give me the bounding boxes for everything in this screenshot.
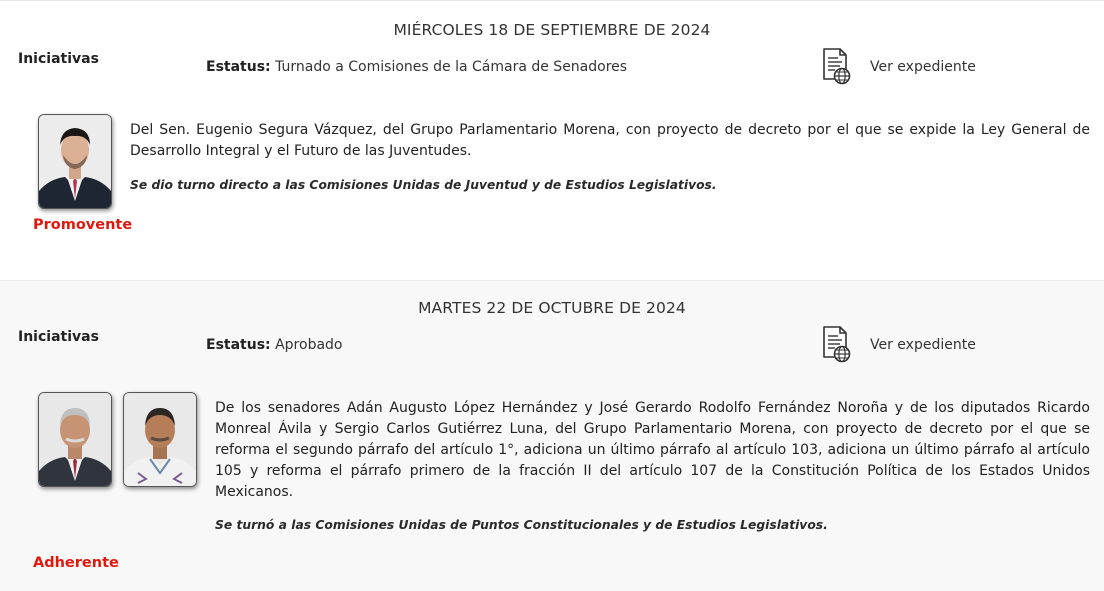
status-value: Aprobado [275,337,343,353]
promovente-photo [38,114,112,209]
record-category: Iniciativas [18,51,99,67]
status-label: Estatus: [206,59,271,75]
initiative-record [0,280,1104,591]
initiative-record [0,0,1104,279]
status-label: Estatus: [206,337,271,353]
initiative-description: De los senadores Adán Augusto López Hernández y José Gerardo Rodolfo Fernández Noroña y de los diputados Ricardo Monreal Ávila y Sergio Carlos Gutiérrez Luna, del Grupo Parlamentario Morena, con proyecto de decreto por el que se reforma el segundo párrafo del artículo 1°, adiciona un último párrafo al artículo 103, adiciona un último párrafo al artículo 105 y reforma el párrafo primero de la fracción II del artículo 107 de la Constitución Política de los Estados Unidos Mexicanos. [215,400,1090,500]
ver-expediente-link[interactable]: Ver expediente [870,59,976,75]
record-date: MIÉRCOLES 18 DE SEPTIEMBRE DE 2024 [393,21,711,39]
initiative-description: Del Sen. Eugenio Segura Vázquez, del Grupo Parlamentario Morena, con proyecto de decreto por el que se expide la Ley General de Desarrollo Integral y el Futuro de las Juventudes. [130,122,1090,159]
adherente-photo-1 [38,392,112,487]
document-globe-icon[interactable] [818,47,852,85]
record-category: Iniciativas [18,329,99,345]
role-adherente: Adherente [33,555,119,571]
adherente-photo-2 [123,392,197,487]
turno-note: Se dio turno directo a las Comisiones Unidas de Juventud y de Estudios Legislativos. [130,178,717,192]
ver-expediente-link[interactable]: Ver expediente [870,337,976,353]
record-date: MARTES 22 DE OCTUBRE DE 2024 [418,299,686,317]
document-globe-icon[interactable] [818,325,852,363]
record-status [206,337,343,353]
turno-note: Se turnó a las Comisiones Unidas de Puntos Constitucionales y de Estudios Legislativos. [215,518,828,532]
role-promovente: Promovente [33,217,133,233]
status-value: Turnado a Comisiones de la Cámara de Senadores [275,59,628,75]
record-status [206,59,627,75]
